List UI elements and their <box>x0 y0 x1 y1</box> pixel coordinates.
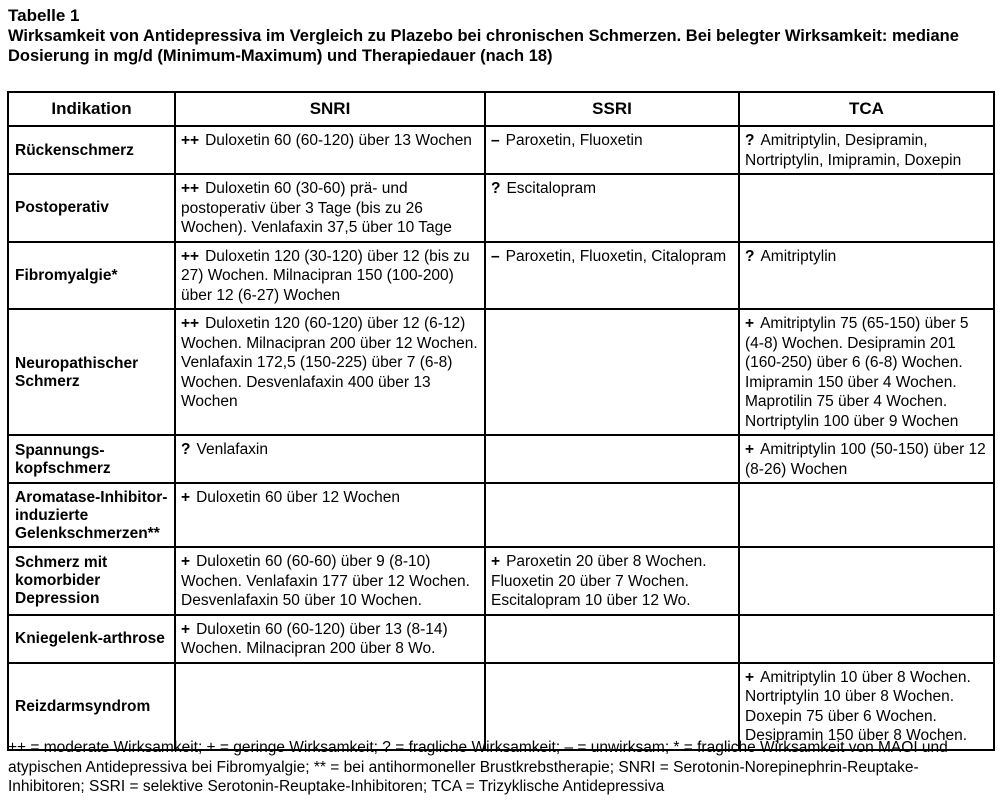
efficacy-symbol: + <box>181 620 191 638</box>
efficacy-table <box>7 91 995 751</box>
snri-cell <box>175 174 485 242</box>
snri-cell <box>175 663 485 750</box>
efficacy-symbol: + <box>181 553 191 570</box>
tca-cell <box>739 615 994 663</box>
cell-text: Amitriptylin <box>760 247 837 265</box>
efficacy-symbol: + <box>745 315 755 332</box>
efficacy-symbol: ? <box>181 441 191 458</box>
tca-cell <box>739 663 994 750</box>
indication-cell: Spannungs-kopfschmerz <box>8 435 175 483</box>
table-row <box>8 126 994 174</box>
cell-text: Duloxetin 60 (60-120) über 13 (8-14) Wochen. Milnacipran 200 über 8 Wo. <box>181 620 448 657</box>
ssri-cell <box>485 126 739 174</box>
ssri-cell <box>485 547 739 615</box>
tca-cell <box>739 547 994 615</box>
ssri-cell <box>485 615 739 663</box>
table-row <box>8 547 994 615</box>
snri-cell <box>175 309 485 435</box>
indication-cell: Fibromyalgie* <box>8 242 175 310</box>
cell-text: Duloxetin 120 (30-120) über 12 (bis zu 27) Wochen. Milnacipran 150 (100-200) über 12 (6-27) Wochen <box>181 247 470 304</box>
efficacy-symbol: ++ <box>181 132 200 149</box>
header-snri: SNRI <box>175 92 485 126</box>
efficacy-symbol: ++ <box>181 315 200 332</box>
cell-text: Paroxetin, Fluoxetin <box>505 132 643 149</box>
efficacy-symbol: ? <box>745 132 755 149</box>
header-indication: Indikation <box>8 92 175 126</box>
indication-cell: Postoperativ <box>8 174 175 242</box>
cell-text: Amitriptylin 100 (50-150) über 12 (8-26) Wochen <box>745 441 986 478</box>
tca-cell <box>739 483 994 547</box>
cell-text: Amitriptylin 10 über 8 Wochen. Nortriptylin 10 über 8 Wochen. Doxepin 75 über 6 Wochen. Desipramin 150 über 8 Wochen. <box>745 668 971 744</box>
cell-text: Paroxetin, Fluoxetin, Citalopram <box>505 247 727 265</box>
cell-text: Duloxetin 120 (60-120) über 12 (6-12) Wochen. Milnacipran 200 über 12 Wochen. Venlafaxin 172,5 (150-225) über 7 (6-8) Wochen. Desvenlafaxin 400 über 13 Wochen <box>181 315 478 410</box>
efficacy-symbol: – <box>491 132 500 149</box>
tca-cell <box>739 435 994 483</box>
snri-cell <box>175 242 485 310</box>
table-body <box>8 126 994 750</box>
tca-cell <box>739 174 994 242</box>
cell-text: Duloxetin 60 (60-60) über 9 (8-10) Wochen. Venlafaxin 177 über 12 Wochen. Desvenlafaxin 50 über 10 Wochen. <box>181 553 470 609</box>
table-row <box>8 435 994 483</box>
cell-text: Amitriptylin, Desipramin, Nortriptylin, Imipramin, Doxepin <box>745 132 962 169</box>
cell-text: Paroxetin 20 über 8 Wochen. Fluoxetin 20 über 7 Wochen. Escitalopram 10 über 12 Wo. <box>491 553 707 609</box>
indication-cell: Rückenschmerz <box>8 126 175 174</box>
snri-cell <box>175 615 485 663</box>
header-ssri: SSRI <box>485 92 739 126</box>
tca-cell <box>739 126 994 174</box>
header-tca: TCA <box>739 92 994 126</box>
ssri-cell <box>485 663 739 750</box>
header-row <box>8 92 994 126</box>
efficacy-symbol: + <box>491 553 501 570</box>
ssri-cell <box>485 435 739 483</box>
indication-cell: Reizdarmsyndrom <box>8 663 175 750</box>
tca-cell <box>739 309 994 435</box>
table-footnote: ++ = moderate Wirksamkeit; + = geringe Wirksamkeit; ? = fragliche Wirksamkeit; – = unwirksam; * = fragliche Wirksamkeit von MAOI und atypischen Antidepressiva bei Fibromyalgie; ** = bei antihormoneller Brustkrebstherapie; SNRI = Serotonin-Norepinephrin-Reuptake-Inhibitoren; SSRI = selektive Serotonin-Reuptake-Inhibitoren; TCA = Trizyklische Antidepressiva <box>8 739 948 795</box>
table-title: Wirksamkeit von Antidepressiva im Vergleich zu Plazebo bei chronischen Schmerzen. Bei belegter Wirksamkeit: mediane Dosierung in mg/d (Minimum-Maximum) und Therapiedauer (nach 18) <box>8 27 959 65</box>
ssri-cell <box>485 174 739 242</box>
indication-cell: Aromatase-Inhibitor-induzierte Gelenkschmerzen** <box>8 483 175 547</box>
ssri-cell <box>485 242 739 310</box>
cell-text: Duloxetin 60 über 12 Wochen <box>196 489 400 506</box>
table-row <box>8 174 994 242</box>
indication-cell: Kniegelenk-arthrose <box>8 615 175 663</box>
snri-cell <box>175 547 485 615</box>
ssri-cell <box>485 483 739 547</box>
cell-text: Venlafaxin <box>196 441 268 458</box>
snri-cell <box>175 435 485 483</box>
table-row <box>8 615 994 663</box>
efficacy-symbol: ? <box>745 247 755 265</box>
indication-cell: Neuropathischer Schmerz <box>8 309 175 435</box>
cell-text: Escitalopram <box>506 180 597 197</box>
efficacy-symbol: + <box>181 489 191 506</box>
snri-cell <box>175 126 485 174</box>
efficacy-symbol: ? <box>491 180 501 197</box>
table-row <box>8 242 994 310</box>
efficacy-symbol: ++ <box>181 247 200 265</box>
indication-cell: Schmerz mit komorbider Depression <box>8 547 175 615</box>
table-row <box>8 309 994 435</box>
efficacy-symbol: + <box>745 668 755 686</box>
table-row <box>8 483 994 547</box>
table-row <box>8 663 994 750</box>
snri-cell <box>175 483 485 547</box>
ssri-cell <box>485 309 739 435</box>
cell-text: Amitriptylin 75 (65-150) über 5 (4-8) Wochen. Desipramin 201 (160-250) über 6 (6-8) Wochen. Imipramin 150 über 4 Wochen. Maprotilin 75 über 4 Wochen. Nortriptylin 100 über 9 Wochen <box>745 315 969 430</box>
efficacy-symbol: + <box>745 441 755 458</box>
tca-cell <box>739 242 994 310</box>
efficacy-symbol: ++ <box>181 180 200 197</box>
cell-text: Duloxetin 60 (60-120) über 13 Wochen <box>205 132 472 149</box>
table-caption <box>8 6 994 66</box>
table-label: Tabelle 1 <box>8 6 80 25</box>
efficacy-symbol: – <box>491 247 500 265</box>
cell-text: Duloxetin 60 (30-60) prä- und postoperativ über 3 Tage (bis zu 26 Wochen). Venlafaxin 37,5 über 10 Tage <box>181 180 452 236</box>
